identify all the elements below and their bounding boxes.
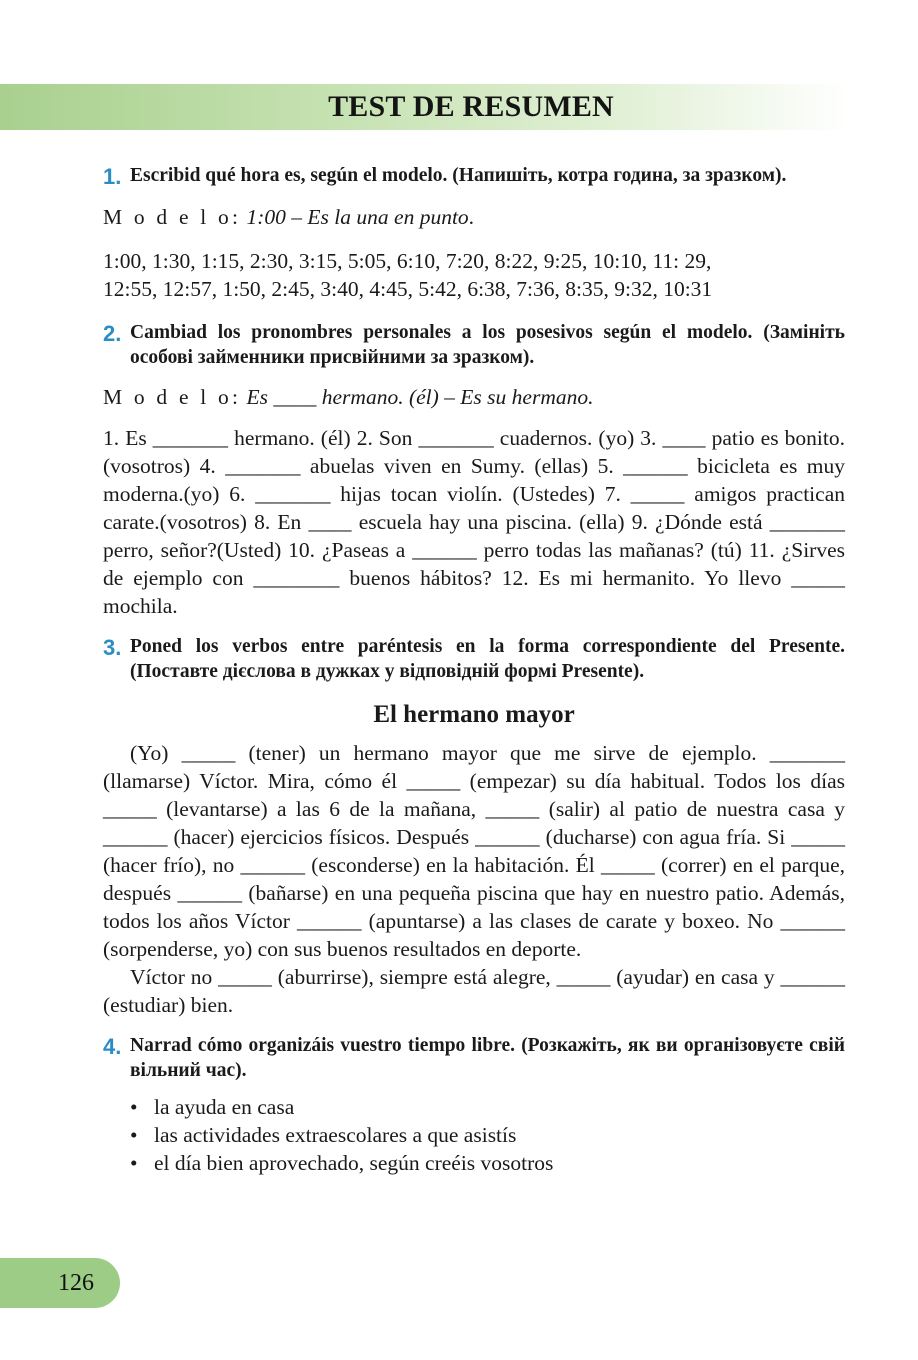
task-number: 3.	[103, 635, 122, 660]
model-label: M o d e l o:	[103, 205, 242, 229]
model-example: 1:00 – Es la una en punto	[246, 205, 469, 229]
model-line	[103, 383, 845, 411]
page-number: 126	[58, 1270, 94, 1296]
task-number: 1.	[103, 164, 122, 189]
page-title: TEST DE RESUMEN	[328, 90, 614, 123]
bullet-list	[103, 1093, 845, 1177]
times-list	[103, 247, 845, 303]
task-1	[103, 163, 845, 188]
task-instruction: Escribid qué hora es, según el modelo. (Напишіть, котра година, за зразком).	[130, 165, 787, 186]
model-label: M o d e l o:	[103, 385, 242, 409]
page-content	[103, 160, 845, 1177]
task-instruction: Narrad cómo organizáis vuestro tiempo libre. (Розкажіть, як ви організовуєте свій вільний час).	[130, 1035, 845, 1081]
task-4	[103, 1033, 845, 1083]
times-line-1: 1:00, 1:30, 1:15, 2:30, 3:15, 5:05, 6:10, 7:20, 8:22, 9:25, 10:10, 11: 29,	[103, 249, 712, 273]
task-instruction: Poned los verbos entre paréntesis en la forma correspondiente del Presente. (Поставте дієслова в дужках у відповідній формі Presente).	[130, 636, 845, 682]
task-number: 2.	[103, 321, 122, 346]
model-line	[103, 203, 845, 231]
model-end: .	[468, 205, 475, 229]
times-line-2: 12:55, 12:57, 1:50, 2:45, 3:40, 4:45, 5:42, 6:38, 7:36, 8:35, 9:32, 10:31	[103, 277, 713, 301]
task-2	[103, 320, 845, 370]
story-paragraph-2: Víctor no _____ (aburrirse), siempre está alegre, _____ (ayudar) en casa y ______ (estudiar) bien.	[103, 965, 845, 1017]
exercise-text: 1. Es _______ hermano. (él) 2. Son _______ cuadernos. (yo) 3. ____ patio es bonito. (vosotros) 4. _______ abuelas viven en Sumy. (ellas) 5. ______ bicicleta es muy moderna.(yo) 6. _______ hijas tocan violín. (Ustedes) 7. _____ amigos practican carate.(vosotros) 8. En ____ escuela hay una piscina. (ella) 9. ¿Dónde está _______ perro, señor?(Usted) 10. ¿Paseas a ______ perro todas las mañanas? (tú) 11. ¿Sirves de ejemplo con ________ buenos hábitos? 12. Es mi hermanito. Yo llevo _____ mochila.	[103, 426, 845, 618]
model-example: Es ____ hermano. (él) – Es su hermano.	[246, 385, 594, 409]
task-3	[103, 634, 845, 684]
task-instruction: Cambiad los pronombres personales a los posesivos según el modelo. (Замініть особові займенники присвійними за зразком).	[130, 322, 845, 368]
list-item: • las actividades extraescolares a que asistís	[130, 1121, 845, 1149]
list-item: • el día bien aprovechado, según creéis vosotros	[130, 1149, 845, 1177]
story-title: El hermano mayor	[373, 701, 575, 728]
list-item: • la ayuda en casa	[130, 1093, 845, 1121]
task-number: 4.	[103, 1034, 122, 1059]
story-paragraph-1: (Yo) _____ (tener) un hermano mayor que me sirve de ejemplo. _______ (llamarse) Víctor. Mira, cómo él _____ (empezar) su día habitual. Todos los días _____ (levantarse) a las 6 de la mañana, _____ (salir) al patio de nuestra casa y ______ (hacer) ejercicios físicos. Después ______ (ducharse) con agua fría. Si _____ (hacer frío), no ______ (esconderse) en la habitación. Él _____ (correr) en el parque, después ______ (bañarse) en una pequeña piscina que hay en nuestro patio. Además, todos los años Víctor ______ (apuntarse) a las clases de carate y boxeo. No ______ (sorpenderse, yo) con sus buenos resultados en deporte.	[103, 741, 845, 961]
